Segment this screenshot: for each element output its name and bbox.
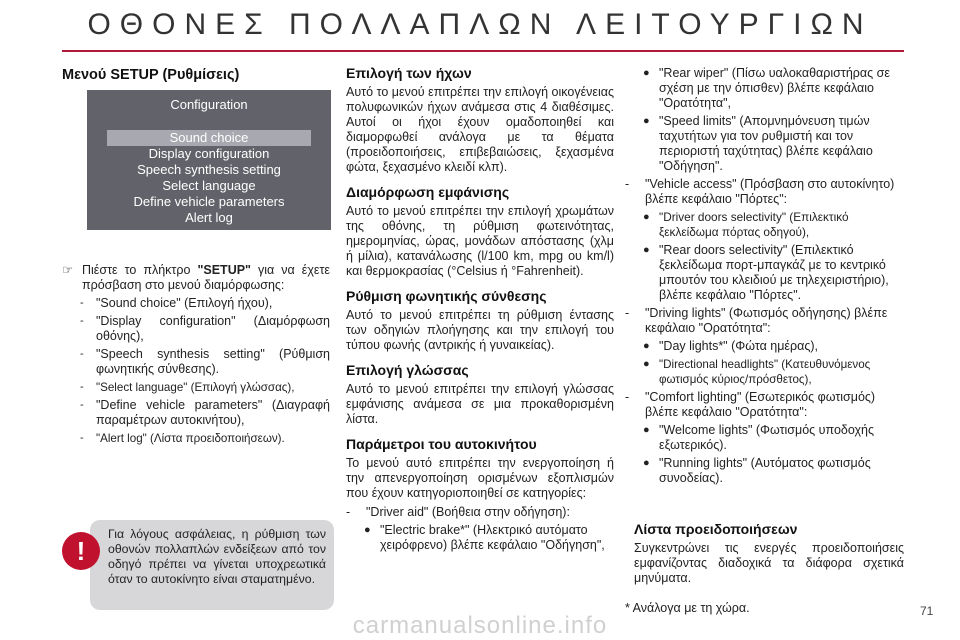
safety-warning-box bbox=[62, 520, 334, 610]
screen-item-sound-choice: Sound choice bbox=[169, 130, 249, 145]
instruction-step: ☞ Πιέστε το πλήκτρο "SETUP" για να έχετε πρόσβαση στο μενού διαμόρφωσης: bbox=[62, 263, 330, 292]
section-heading-language: Επιλογή γλώσσας bbox=[346, 362, 469, 378]
option-item: - "Alert log" (Λίστα προειδοποιήσεων). bbox=[80, 432, 285, 445]
option-item: - "Select language" (Επιλογή γλώσσας), bbox=[80, 381, 295, 394]
screen-item-display-configuration: Display configuration bbox=[148, 146, 270, 161]
screen-item-speech-synthesis: Speech synthesis setting bbox=[137, 162, 281, 177]
category-driver-aid: - "Driver aid" (Βοήθεια στην οδήγηση): bbox=[346, 505, 570, 519]
option-item: - "Speech synthesis setting" (Ρύθμιση φωνητικής σύνθεσης). bbox=[80, 347, 330, 376]
section-text-display: Αυτό το μενού επιτρέπει την επιλογή χρωμάτων της οθόνης, τη ρύθμιση φωτεινότητας, ημερομηνίας, ώρας, μονάδων απόστασης (χλμ ή μίλια), κατανάλωσης (l/100 km, mpg ου km/l) και θερμοκρασίας (°Celsius ή °Fahrenheit). bbox=[346, 204, 614, 278]
category-vehicle-access: - "Vehicle access" (Πρόσβαση στο αυτοκίνητο) βλέπε κεφάλαιο "Πόρτες": bbox=[625, 177, 895, 206]
page-title: ΟΘΟΝΕΣ ΠΟΛΛΑΠΛΩΝ ΛΕΙΤΟΥΡΓΙΩΝ bbox=[87, 8, 873, 41]
section-heading-alert-log: Λίστα προειδοποιήσεων bbox=[634, 521, 798, 537]
column-vehicle-parameters bbox=[625, 66, 905, 486]
screen-item-alert-log: Alert log bbox=[185, 210, 233, 225]
bullet-item: ● "Day lights*" (Φώτα ημέρας), bbox=[643, 339, 818, 353]
section-heading-vehicle-params: Παράμετροι του αυτοκινήτου bbox=[346, 436, 537, 452]
alert-log-section bbox=[634, 522, 904, 586]
section-heading-speech: Ρύθμιση φωνητικής σύνθεσης bbox=[346, 288, 547, 304]
section-text-sounds: Αυτό το μενού επιτρέπει την επιλογή οικογένειας πολυφωνικών ήχων ανάμεσα στις 4 διαθέσιμες. Αυτοί οι ήχοι έχουν ομαδοποιηθεί και διαμορφωθεί ανάλογα με τα θέματα (προειδοποιήσεις, επιβεβαιώσεις, ξεχασμένα φώτα, ξεχασμένο κλειδί κλπ). bbox=[346, 85, 614, 174]
bullet-item: ● "Driver doors selectivity" (Επιλεκτικό ξεκλείδωμα πόρτας οδηγού), bbox=[643, 210, 849, 239]
watermark: carmanualsonline.info bbox=[352, 612, 608, 639]
option-item: - "Sound choice" (Επιλογή ήχου), bbox=[80, 296, 273, 310]
section-text-speech: Αυτό το μενού επιτρέπει τη ρύθμιση έντασης των οδηγιών πλοήγησης και την επιλογή του τύπου φωνής (αντρικής ή γυναικείας). bbox=[346, 308, 614, 352]
bullet-item: ● "Directional headlights" (Κατευθυνόμενος φωτισμός κύριος/πρόσθετος), bbox=[643, 358, 871, 386]
option-item: - "Display configuration" (Διαμόρφωση οθόνης), bbox=[80, 314, 330, 343]
screen-title: Configuration bbox=[170, 97, 248, 112]
setup-button-label: "SETUP" bbox=[197, 263, 251, 277]
category-driving-lights: - "Driving lights" (Φωτισμός οδήγησης) βλέπε κεφάλαιο "Ορατότητα": bbox=[625, 306, 888, 335]
title-divider bbox=[62, 50, 904, 52]
column-settings-descriptions bbox=[346, 66, 614, 553]
bullet-item: ● "Welcome lights" (Φωτισμός υποδοχής εξωτερικός). bbox=[643, 423, 875, 452]
section-heading-sounds: Επιλογή των ήχων bbox=[346, 65, 472, 81]
warning-text: Για λόγους ασφάλειας, η ρύθμιση των οθονών πολλαπλών ενδείξεων από τον οδηγό πρέπει να γίνεται υποχρεωτικά όταν το αυτοκίνητο είναι σταματημένο. bbox=[108, 527, 326, 586]
bullet-item: ● "Rear doors selectivity" (Επιλεκτικό ξεκλείδωμα πορτ-μπαγκάζ με το κεντρικό μπουτόν του κλειδιού με τηλεχειριστήριο), βλέπε κεφάλαιο "Πόρτες". bbox=[643, 243, 889, 302]
setup-instructions bbox=[62, 263, 330, 446]
bullet-item: ● "Speed limits" (Απομνημόνευση τιμών ταχυτήτων για τον ρυθμιστή και τον περιοριστή ταχύτητας) βλέπε κεφάλαιο "Οδήγηση". bbox=[643, 114, 873, 173]
section-text-language: Αυτό το μενού επιτρέπει την επιλογή γλώσσας εμφάνισης ανάμεσα σε μια προκαθορισμένη λίστα. bbox=[346, 382, 614, 426]
exclamation-icon: ! bbox=[62, 532, 100, 570]
setup-menu-screen-image bbox=[87, 90, 331, 230]
category-item: ● "Electric brake*" (Ηλεκτρικό αυτόματο χειρόφρενο) βλέπε κεφάλαιο "Οδήγηση", bbox=[364, 523, 605, 552]
footnote: * Ανάλογα με τη χώρα. bbox=[625, 601, 750, 615]
bullet-item: ● "Running lights" (Αυτόματος φωτισμός συνοδείας). bbox=[643, 456, 871, 485]
screen-item-select-language: Select language bbox=[162, 178, 256, 193]
section-text-alert-log: Συγκεντρώνει τις ενεργές προειδοποιήσεις εμφανίζοντας διαδοχικά τα διάφορα σχετικά μηνύματα. bbox=[634, 541, 904, 585]
category-comfort-lighting: - "Comfort lighting" (Εσωτερικός φωτισμός) βλέπε κεφάλαιο "Ορατότητα": bbox=[625, 390, 876, 419]
page-number: 71 bbox=[920, 604, 934, 618]
hand-pointer-icon: ☞ bbox=[62, 263, 74, 277]
bullet-item: ● "Rear wiper" (Πίσω υαλοκαθαριστήρας σε σχέση με την όπισθεν) βλέπε κεφάλαιο "Ορατότητα", bbox=[643, 66, 890, 110]
section-text-vehicle-params: Το μενού αυτό επιτρέπει την ενεργοποίηση ή την απενεργοποίηση ορισμένων εξοπλισμών που έχουν κατηγοριοποιηθεί σε κατηγορίες: bbox=[346, 456, 614, 500]
option-item: - "Define vehicle parameters" (Διαγραφή παραμέτρων αυτοκινήτου), bbox=[80, 398, 330, 427]
setup-menu-heading: Μενού SETUP (Ρυθμίσεις) bbox=[62, 67, 240, 83]
screen-item-vehicle-parameters: Define vehicle parameters bbox=[133, 194, 285, 209]
section-heading-display: Διαμόρφωση εμφάνισης bbox=[346, 184, 510, 200]
